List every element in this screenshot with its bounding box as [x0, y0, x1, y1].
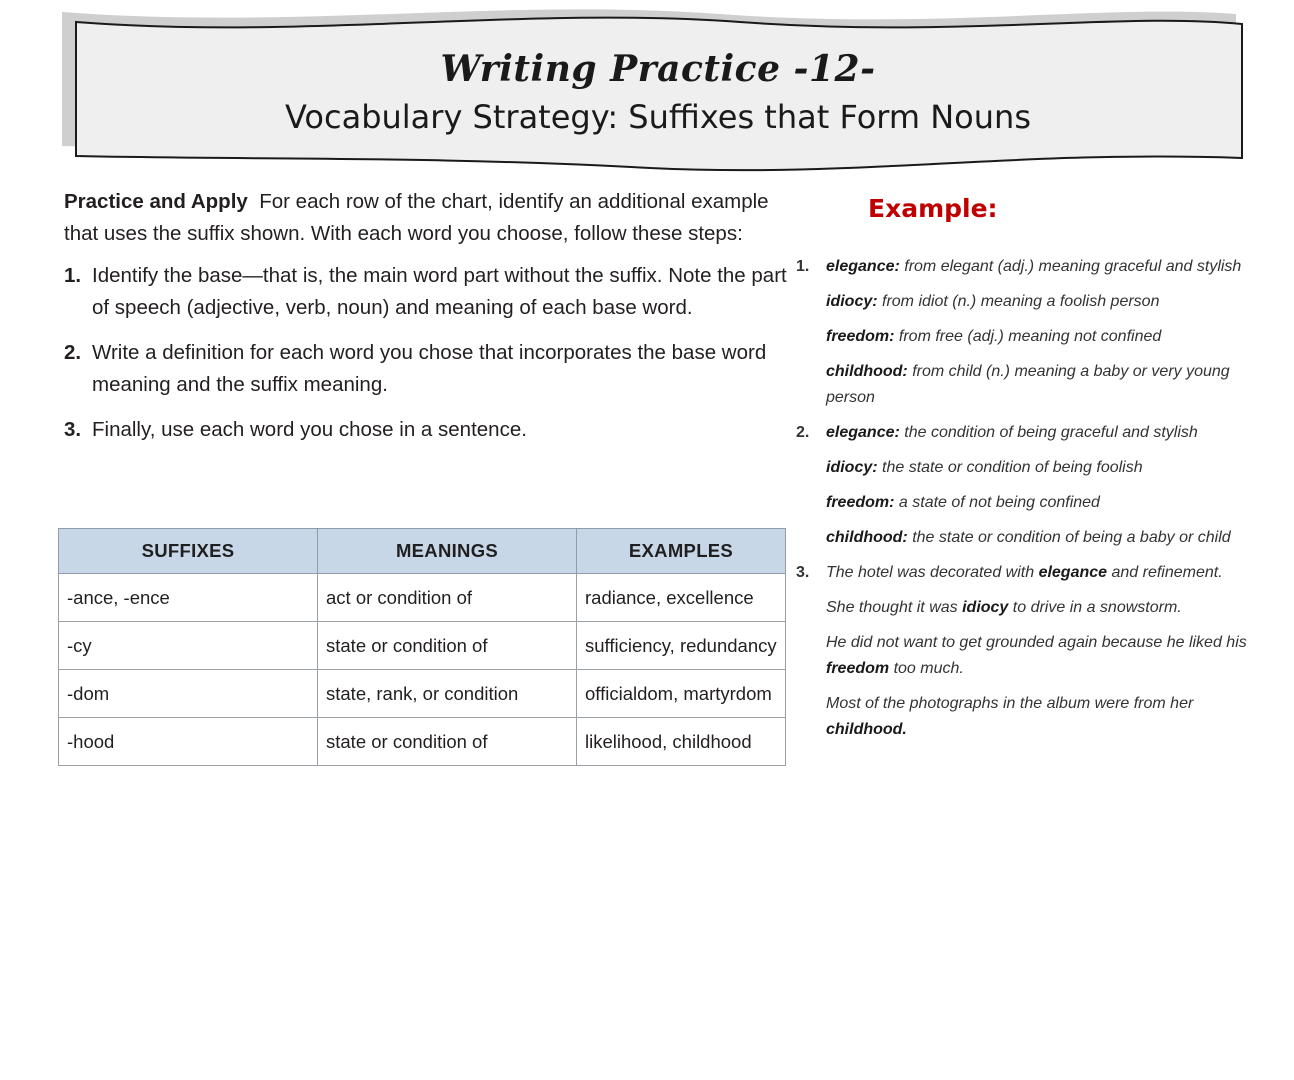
- header-examples: EXAMPLES: [577, 529, 786, 574]
- example-word: freedom: [826, 660, 890, 677]
- step-number: 1.: [64, 264, 82, 287]
- steps-list: [64, 260, 804, 446]
- table-row: [59, 670, 786, 718]
- example-word: idiocy:: [826, 293, 878, 310]
- table-row: [59, 622, 786, 670]
- example-line: [796, 560, 1266, 586]
- example-line: [796, 420, 1266, 446]
- example-line: [796, 691, 1266, 743]
- example-word: childhood:: [826, 363, 908, 380]
- example-word: childhood.: [826, 721, 907, 738]
- cell-meaning: state or condition of: [318, 622, 577, 670]
- example-line: [796, 324, 1266, 350]
- step-text: Identify the base—that is, the main word part without the suffix. Note the part of speech (adjective, verb, noun) and meaning of each base word.: [92, 264, 787, 319]
- example-post: from elegant (adj.) meaning graceful and stylish: [899, 258, 1242, 275]
- example-pre: She thought it was: [826, 599, 963, 616]
- example-line: [796, 630, 1266, 682]
- example-answers: [796, 254, 1266, 752]
- example-line: [796, 359, 1266, 411]
- example-line: [796, 525, 1266, 551]
- intro-paragraph: [64, 186, 804, 250]
- page-subtitle: Vocabulary Strategy: Suffixes that Form Nouns: [285, 98, 1031, 136]
- cell-examples: sufficiency, redundancy: [577, 622, 786, 670]
- example-word: elegance:: [826, 258, 900, 275]
- example-post: from child (n.) meaning a baby or very young person: [826, 363, 1230, 406]
- step-item: [64, 414, 804, 446]
- example-line: [796, 455, 1266, 481]
- step-item: [64, 337, 804, 401]
- step-number: 3.: [64, 418, 82, 441]
- title-banner: [0, 0, 1294, 180]
- header-suffixes: SUFFIXES: [59, 529, 318, 574]
- step-text: Finally, use each word you chose in a sentence.: [92, 418, 527, 441]
- example-post: from free (adj.) meaning not confined: [894, 328, 1162, 345]
- step-item: [64, 260, 804, 324]
- example-word: freedom:: [826, 328, 895, 345]
- cell-suffix: -dom: [59, 670, 318, 718]
- cell-examples: radiance, excellence: [577, 574, 786, 622]
- cell-meaning: act or condition of: [318, 574, 577, 622]
- cell-meaning: state, rank, or condition: [318, 670, 577, 718]
- cell-examples: likelihood, childhood: [577, 718, 786, 766]
- example-word: idiocy:: [826, 459, 878, 476]
- example-post: the state or condition of being foolish: [877, 459, 1143, 476]
- example-word: idiocy: [962, 599, 1009, 616]
- example-line: [796, 490, 1266, 516]
- intro-text: For each row of the chart, identify an additional example that uses the suffix shown. With each word you choose, follow these steps:: [64, 190, 769, 245]
- cell-suffix: -hood: [59, 718, 318, 766]
- suffix-table: [58, 528, 786, 766]
- cell-examples: officialdom, martyrdom: [577, 670, 786, 718]
- example-post: the state or condition of being a baby or child: [907, 529, 1231, 546]
- example-pre: The hotel was decorated with: [826, 564, 1039, 581]
- example-pre: He did not want to get grounded again because he liked his: [826, 634, 1247, 651]
- table-header-row: [59, 529, 786, 574]
- example-line: [796, 289, 1266, 315]
- example-post: from idiot (n.) meaning a foolish person: [877, 293, 1160, 310]
- instructions: [64, 186, 804, 459]
- intro-lead: Practice and Apply: [64, 190, 248, 213]
- example-word: elegance:: [826, 424, 900, 441]
- cell-suffix: -ance, -ence: [59, 574, 318, 622]
- example-post: and refinement.: [1107, 564, 1223, 581]
- example-word: elegance: [1038, 564, 1108, 581]
- cell-suffix: -cy: [59, 622, 318, 670]
- example-line: [796, 595, 1266, 621]
- banner-scroll-shape: [0, 0, 1294, 180]
- example-number: 1.: [796, 258, 810, 275]
- example-number: 3.: [796, 564, 810, 581]
- example-number: 2.: [796, 424, 810, 441]
- example-post: too much.: [889, 660, 964, 677]
- header-meanings: MEANINGS: [318, 529, 577, 574]
- example-post: a state of not being confined: [894, 494, 1100, 511]
- table-row: [59, 574, 786, 622]
- table-row: [59, 718, 786, 766]
- example-word: freedom:: [826, 494, 895, 511]
- example-line: [796, 254, 1266, 280]
- example-heading: Example:: [868, 194, 998, 223]
- step-number: 2.: [64, 341, 82, 364]
- page-title: Writing Practice -12-: [440, 48, 876, 90]
- step-text: Write a definition for each word you chose that incorporates the base word meaning and the suffix meaning.: [92, 341, 767, 396]
- cell-meaning: state or condition of: [318, 718, 577, 766]
- example-post: to drive in a snowstorm.: [1008, 599, 1182, 616]
- example-word: childhood:: [826, 529, 908, 546]
- example-pre: Most of the photographs in the album were from her: [826, 695, 1194, 712]
- example-post: the condition of being graceful and stylish: [899, 424, 1198, 441]
